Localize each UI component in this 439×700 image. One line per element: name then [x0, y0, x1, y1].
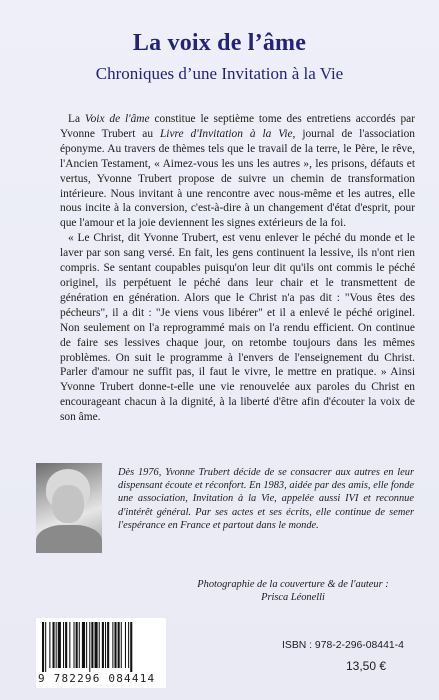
barcode-bar: [58, 622, 61, 668]
barcode-bar: [56, 622, 57, 668]
book-subtitle: Chroniques d’une Invitation à la Vie: [95, 64, 344, 83]
barcode-bar: [130, 622, 132, 672]
barcode-bar: [45, 622, 46, 672]
blurb-text: [60, 112, 415, 425]
barcode-bar: [89, 622, 90, 672]
barcode-digits: 9 782296 084414: [38, 672, 156, 685]
barcode-bar: [69, 622, 70, 668]
author-photo-face: [52, 485, 84, 523]
barcode-bar: [125, 622, 126, 668]
blurb-paragraph-2: « Le Christ, dit Yvonne Trubert, est venu enlever le péché du monde et le laver par son sang versé. En fait, les gens continuent la lessive, ils n'ont rien compris. Se sentant coupables puisqu'on leur dit qu'ils ont commis le péché originel, ils perpétuent le péché dans leur chair et le transmettent de génération en génération. Alors que le Christ n'a pas dit : "Vous êtes des pécheurs", il a dit : "Je viens vous libérer" et il a enlevé le péché originel. Non seulement on l'a reprogrammé mais on l'a rendu efficient. On continue de faire ses lessives chaque jour, on retombe toujours dans les mêmes problèmes. On suit le programme à l'envers de l'enseignement du Christ. Parler d'amour ne suffit pas, il faut le vivre, le mettre en pratique. » Ainsi Yvonne Trubert donne-t-elle une vie renouvelée aux paroles du Christ en encourageant chacun à la dignité, à la liberté d'être afin d'écouter la voix de son âme.: [60, 232, 415, 424]
barcode-bar: [53, 622, 55, 668]
barcode-bar: [42, 622, 44, 672]
price: 13,50 €: [346, 659, 387, 673]
photo-credit-line-1: Photographie de la couverture & de l'auteur :: [197, 579, 389, 590]
blurb-p1-mid: constitue le septième tome des entretiens accordés par Yvonne Trubert au: [60, 113, 415, 140]
barcode-bar: [86, 622, 87, 668]
isbn: ISBN : 978-2-296-08441-4: [282, 640, 404, 651]
barcode-bars: [42, 622, 160, 672]
photo-credit: [170, 578, 416, 604]
barcode-bar: [49, 622, 50, 668]
blurb-p1-journal-ref: Livre d'Invitation à la Vie,: [159, 127, 296, 140]
blurb-paragraph-1: [60, 112, 415, 231]
barcode-bar: [107, 622, 109, 668]
author-photo: [36, 463, 102, 553]
blurb-p1-rest: journal de l'association éponyme. Au travers de thèmes tels que le travail de la terre, le Père, le rêve, l'Ancien Testament, « Aimez-vous les uns les autres », les prisons, défauts et vertus, Yvonne Trubert propose de suivre un chemin de transformation intérieure. Nous invitant à une rencontre avec nous-même et les autres, elle nous incite à la conversion, c'est-à-dire à un changement d'état d'esprit, pour que l'amour et la joie deviennent les signes extérieurs de la foi.: [60, 127, 415, 230]
photo-credit-line-2: Prisca Léonelli: [261, 592, 325, 603]
barcode-bar: [74, 622, 75, 668]
barcode-bar: [63, 622, 64, 668]
barcode-bar: [118, 622, 120, 668]
barcode-bar: [91, 622, 93, 668]
barcode-bar: [76, 622, 78, 668]
barcode-bar: [95, 622, 98, 668]
author-bio: Dès 1976, Yvonne Trubert décide de se consacrer aux autres en leur dispensant écoute et réconfort. En 1983, aidée par des amis, elle fonde une association, Invitation à la Vie, appelée aussi IVI et reconnue d'intérêt général. Par ses actes et ses écrits, elle continue de semer l'espérance en France et partout dans le monde.: [118, 467, 414, 531]
barcode-bar: [65, 622, 67, 668]
barcode-bar: [121, 622, 122, 668]
blurb-p1-lead: La: [68, 113, 85, 125]
barcode-bar: [99, 622, 100, 668]
barcode-bar: [105, 622, 106, 668]
barcode-bar: [114, 622, 116, 668]
barcode-bar: [79, 622, 80, 668]
barcode-bar: [128, 622, 129, 668]
book-title: La voix de l’âme: [132, 30, 307, 56]
barcode-bar: [82, 622, 85, 668]
barcode-bar: [112, 622, 113, 668]
blurb-p1-title-ref: Voix de l'âme: [84, 113, 150, 125]
barcode: [36, 618, 166, 688]
barcode-bar: [102, 622, 104, 668]
author-photo-shoulder: [36, 525, 102, 553]
